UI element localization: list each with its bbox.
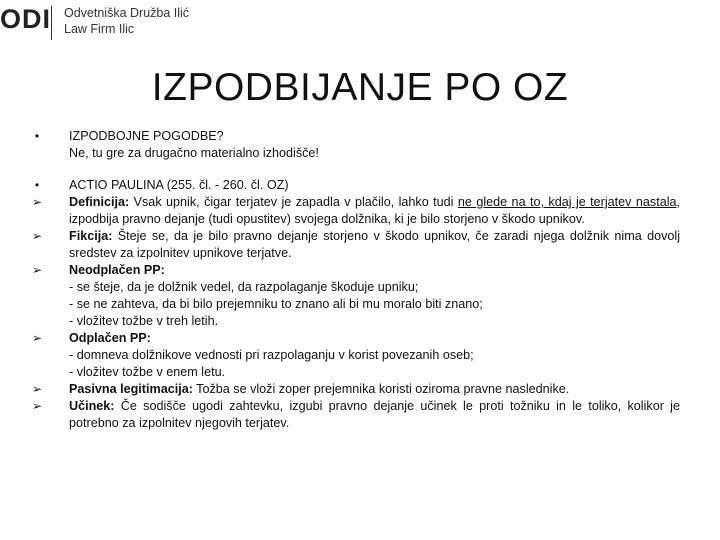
item-heading: IZPODBOJNE POGODBE? xyxy=(69,129,224,143)
arrow-bullet-icon: ➢ xyxy=(31,195,43,209)
arrow-bullet-icon: ➢ xyxy=(31,399,43,413)
arrow-item-ucinek xyxy=(30,398,680,432)
arrow-item-definicija xyxy=(30,194,680,228)
item-text: Šteje se, da je bilo pravno dejanje storjeno v škodo upnikov, če zaradi njega dolžnik nima dovolj sredstev za izpolnitev upnikove terjatve. xyxy=(69,229,680,260)
item-label: Neodplačen PP: xyxy=(69,263,165,277)
item-label: Odplačen PP: xyxy=(69,331,151,345)
arrow-item-pasivna-legitimacija xyxy=(30,381,680,398)
arrow-bullet-icon: ➢ xyxy=(31,263,43,277)
arrow-item-odplacen-pp xyxy=(30,330,680,381)
item-label: Definicija: xyxy=(69,195,130,209)
logo-firm-name-en: Law Firm Ilic xyxy=(64,22,135,36)
arrow-bullet-icon: ➢ xyxy=(31,331,43,345)
item-label: Pasivna legitimacija: xyxy=(69,382,193,396)
item-line: - vložitev tožbe v treh letih. xyxy=(69,314,219,328)
arrow-bullet-icon: ➢ xyxy=(31,229,43,243)
arrow-bullet-icon: ➢ xyxy=(31,382,43,396)
item-text: , izpodbija pravno dejanje (tudi opustitev) svojega dolžnika, ki je bilo storjeno v škodo upnikov. xyxy=(69,195,681,226)
item-line: - se šteje, da je dolžnik vedel, da razpolaganje škoduje upniku; xyxy=(69,280,419,294)
arrow-item-neodplacen-pp xyxy=(30,262,680,330)
logo-mark: ODI xyxy=(0,4,52,34)
item-heading: ACTIO PAULINA (255. čl. - 260. čl. OZ) xyxy=(69,178,289,192)
firm-logo xyxy=(0,2,260,42)
item-line: - vložitev tožbe v enem letu. xyxy=(69,365,226,379)
item-text: Vsak upnik, čigar terjatev je zapadla v plačilo, lahko tudi xyxy=(129,195,458,209)
item-line: - domneva dolžnikove vednosti pri razpolaganju v korist povezanih oseb; xyxy=(69,348,474,362)
slide-content xyxy=(30,128,680,432)
arrow-item-fikcija xyxy=(30,228,680,262)
bullet-item-izpodbojne-pogodbe xyxy=(30,128,680,162)
slide-title: IZPODBIJANJE PO OZ xyxy=(151,66,569,109)
item-text-underlined: ne glede na to, kdaj je terjatev nastala xyxy=(457,195,677,209)
bullet-item-actio-paulina xyxy=(30,177,680,194)
item-text: Ne, tu gre za drugačno materialno izhodišče! xyxy=(69,146,319,160)
item-text: Če sodišče ugodi zahtevku, izgubi pravno dejanje učinek le proti tožniku in le toliko, kolikor je potrebno za izpolnitev njegovih terjatev. xyxy=(69,399,680,430)
item-line: - se ne zahteva, da bi bilo prejemniku to znano ali bi mu moralo biti znano; xyxy=(69,297,483,311)
round-bullet-icon: • xyxy=(34,178,40,192)
round-bullet-icon: • xyxy=(34,129,40,143)
logo-divider xyxy=(51,6,52,40)
logo-firm-name: Odvetniška Družba Ilić xyxy=(64,6,190,20)
item-label: Učinek: xyxy=(69,399,115,413)
item-label: Fikcija: xyxy=(69,229,113,243)
item-text: Tožba se vloži zoper prejemnika koristi oziroma pravne naslednike. xyxy=(192,382,570,396)
